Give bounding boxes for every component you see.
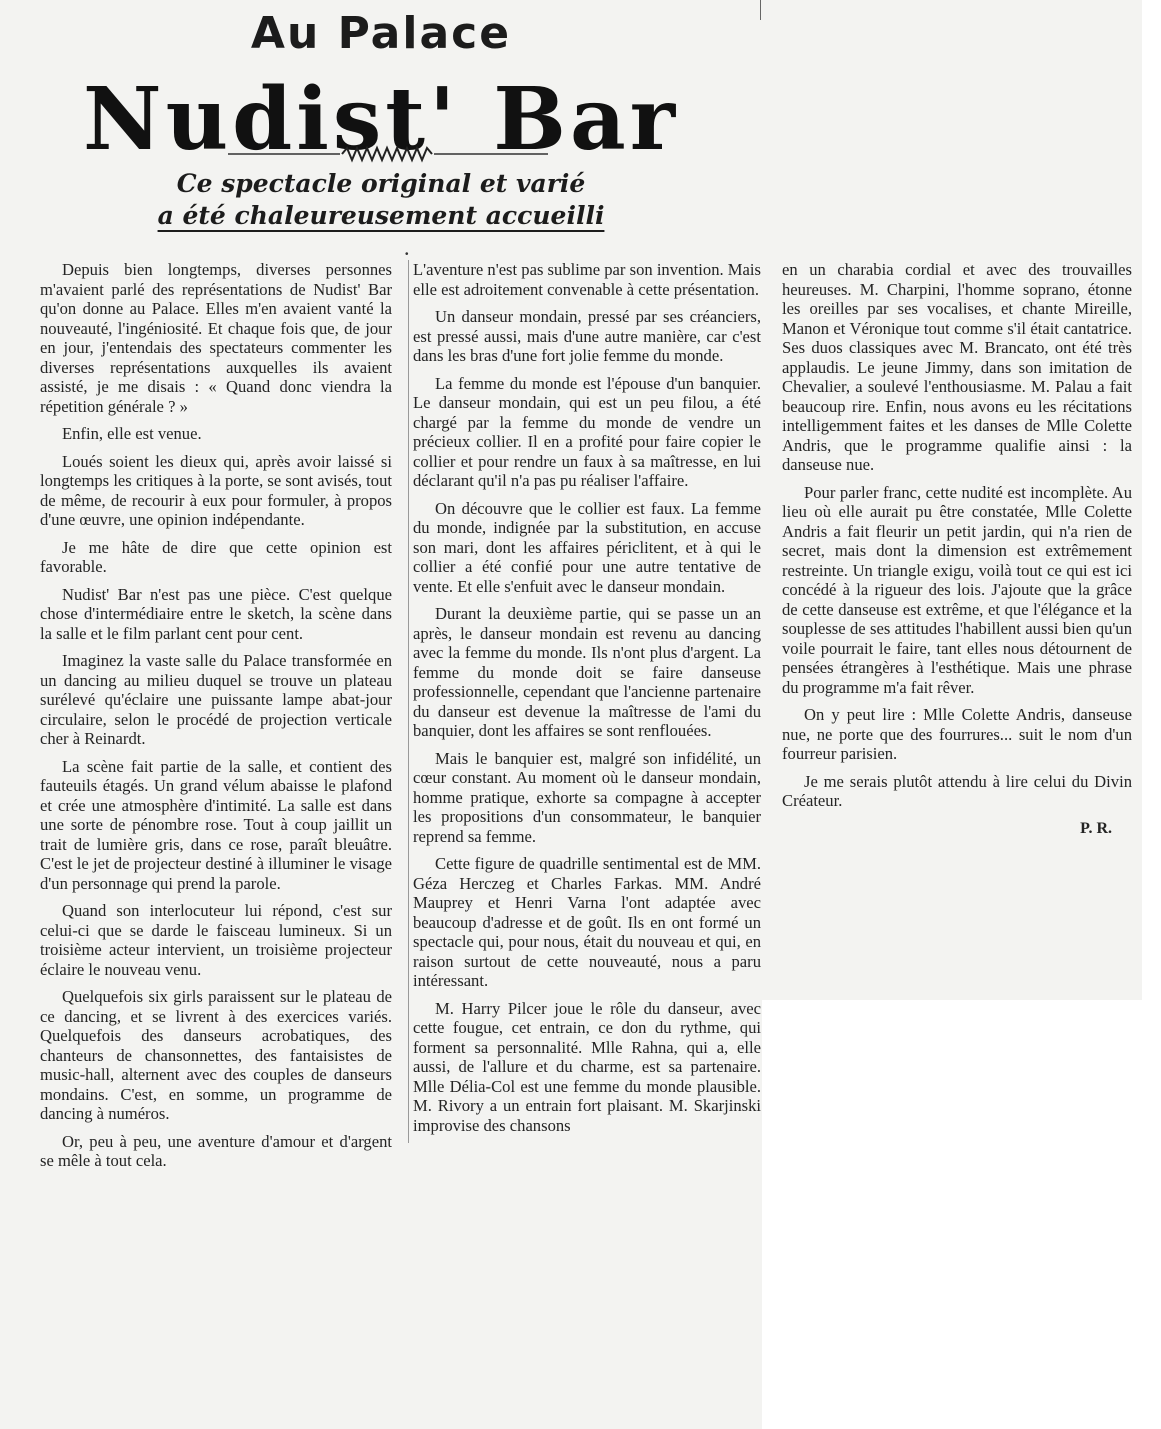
wave-divider [0, 140, 762, 168]
paragraph: Quelquefois six girls paraissent sur le plateau de ce dancing, et se livrent à des exercices variés. Quelquefois des danseurs acrobatiques, des chanteurs de chansonnettes, des fantaisistes de music-hall, alternent avec des couples de danseurs mondains. C'est, en somme, un programme de dancing à numéros. [40, 987, 392, 1123]
subheadline-line1: Ce spectacle original et varié [176, 169, 586, 198]
paragraph: M. Harry Pilcer joue le rôle du danseur, avec cette fougue, cet entrain, ce don du rythme, qui forment sa personnalité. Mlle Rahna, qui a, elle aussi, de l'allure et du charme, est sa partenaire. Mlle Délia-Col est une femme du monde plausible. M. Rivory a un entrain fort plaisant. M. Skarjinski improvise des chansons [413, 998, 761, 1135]
paragraph: Je me serais plutôt attendu à lire celui du Divin Créateur. [782, 771, 1132, 810]
paragraph: Cette figure de quadrille sentimental est de MM. Géza Herczeg et Charles Farkas. MM. André Mauprey et Henri Varna l'ont adaptée avec beaucoup d'adresse et de goût. Ils en ont formé un spectacle qui, pour nous, était du nouveau et qui, en raison surtout de cette nouveauté, nous a paru intéressant. [413, 854, 761, 990]
paragraph: Loués soient les dieux qui, après avoir laissé si longtemps les critiques à la porte, se sont avisés, tout de même, de recourir à eux pour formuler, à propos d'une œuvre, une opinion indépendante. [40, 451, 392, 529]
paragraph: Nudist' Bar n'est pas une pièce. C'est quelque chose d'intermédiaire entre le sketch, la scène dans la salle et le film parlant cent pour cent. [40, 584, 392, 643]
column-mark: • [405, 249, 409, 260]
subheadline [0, 168, 762, 232]
paragraph: La scène fait partie de la salle, et contient des fauteuils étagés. Un grand vélum abaisse le plafond et crée une atmosphère d'intimité. La salle est dans une sorte de pénombre rose. Tout à coup jaillit un trait de lumière gris, dans ce rose, paraît bleuâtre. C'est le jet de projecteur destiné à illuminer le visage d'un personnage qui prend la parole. [40, 756, 392, 893]
paragraph: Durant la deuxième partie, qui se passe un an après, le danseur mondain est revenu au dancing avec la femme du monde. Ils n'ont plus d'argent. La femme du monde doit se faire danseuse professionnelle, cependant que l'ancienne partenaire du danseur est devenue la maîtresse de l'ami du banquier, dont les affaires se sont renflouées. [413, 604, 761, 740]
paragraph: Quand son interlocuteur lui répond, c'est sur celui-ci que se darde le faisceau lumineux. Si un troisième acteur intervient, un troisième projecteur éclaire le nouveau venu. [40, 901, 392, 979]
signature: P. R. [1080, 819, 1112, 837]
paragraph: Or, peu à peu, une aventure d'amour et d'argent se mêle à tout cela. [40, 1131, 392, 1170]
column-3 [782, 260, 1132, 838]
column-1 [40, 260, 392, 1179]
paragraph: On découvre que le collier est faux. La femme du monde, indignée par la substitution, en accuse son mari, dont les affaires périclitent, et à qui le collier a été confié pour une autre tentative de vente. Et elle s'enfuit avec le danseur mondain. [413, 498, 761, 596]
headline: Nudist' Bar [82, 69, 680, 170]
paragraph: en un charabia cordial et avec des trouvailles heureuses. M. Charpini, l'homme soprano, étonne les oreilles par ses vocalises, et chante Mireille, Manon et Véronique tout comme s'il était cantatrice. Ses duos classiques avec M. Brancato, ont été très applaudis. Le jeune Jimmy, dans son imitation de Chevalier, a soulevé l'enthousiasme. M. Palau a fait beaucoup rire. Enfin, nous avons eu les récitations intelligemment faites et les danses de Mlle Colette Andris, que le programme qualifie ainsi : la danseuse nue. [782, 260, 1132, 474]
subheadline-line2: a été chaleureusement accueilli [157, 201, 605, 230]
paragraph: Imaginez la vaste salle du Palace transformée en un dancing au milieu duquel se trouve un plateau surélevé qu'éclaire une puissante lampe abat-jour circulaire, selon le procédé de projection verticale cher à Reinardt. [40, 651, 392, 748]
paragraph: Pour parler franc, cette nudité est incomplète. Au lieu où elle aurait pu être constatée, Mlle Colette Andris a fait fleurir un petit jardin, qui n'a rien de secret, mais dont la dimension est extrêmement restreinte. Un triangle exigu, voilà tout ce qui est ici concédé à la rigueur des lois. J'ajoute que la grâce de cette danseuse est extrême, et que l'élégance et la souplesse de ses attitudes l'habillent aussi bien qu'un voile pourrait le faire, tant elles nous détournent de pensées étrangères à l'esthétique. Mais une phrase du programme m'a fait rêver. [782, 482, 1132, 697]
paragraph: Un danseur mondain, pressé par ses créanciers, est pressé aussi, mais d'une autre manière, car c'est dans les bras d'une fort jolie femme du monde. [413, 307, 761, 365]
kicker-title: Au Palace [250, 8, 512, 59]
paragraph: La femme du monde est l'épouse d'un banquier. Le danseur mondain, qui est un peu filou, a été chargé par la femme du monde de vendre un précieux collier. Il en a profité pour faire copier le collier et pour rendre un faux à sa maîtresse, en lui déclarant qu'il n'a pas pu réaliser l'affaire. [413, 373, 761, 490]
paragraph: Enfin, elle est venue. [62, 424, 202, 443]
paragraph: Depuis bien longtemps, diverses personnes m'avaient parlé des représentations de Nudist' Bar qu'on donne au Palace. Elles m'en avaient vanté la nouveauté, l'ingéniosité. Et chaque fois que, de jour en jour, j'entendais des spectateurs commenter les diverses représentations auxquelles ils avaient assisté, je me disais : « Quand donc viendra la répetition générale ? » [40, 260, 392, 416]
paragraph: On y peut lire : Mlle Colette Andris, danseuse nue, ne porte que des fourrures... suit le nom d'un fourreur parisien. [782, 705, 1132, 763]
paragraph: L'aventure n'est pas sublime par son invention. Mais elle est adroitement convenable à cette présentation. [413, 260, 761, 299]
paragraph: Je me hâte de dire que cette opinion est favorable. [40, 537, 392, 576]
column-2 [408, 260, 761, 1143]
paragraph: Mais le banquier est, malgré son infidélité, un cœur constant. Au moment où le danseur mondain, homme pratique, exhorte sa compagne à accepter les propositions d'un consommateur, le banquier reprend sa femme. [413, 748, 761, 846]
